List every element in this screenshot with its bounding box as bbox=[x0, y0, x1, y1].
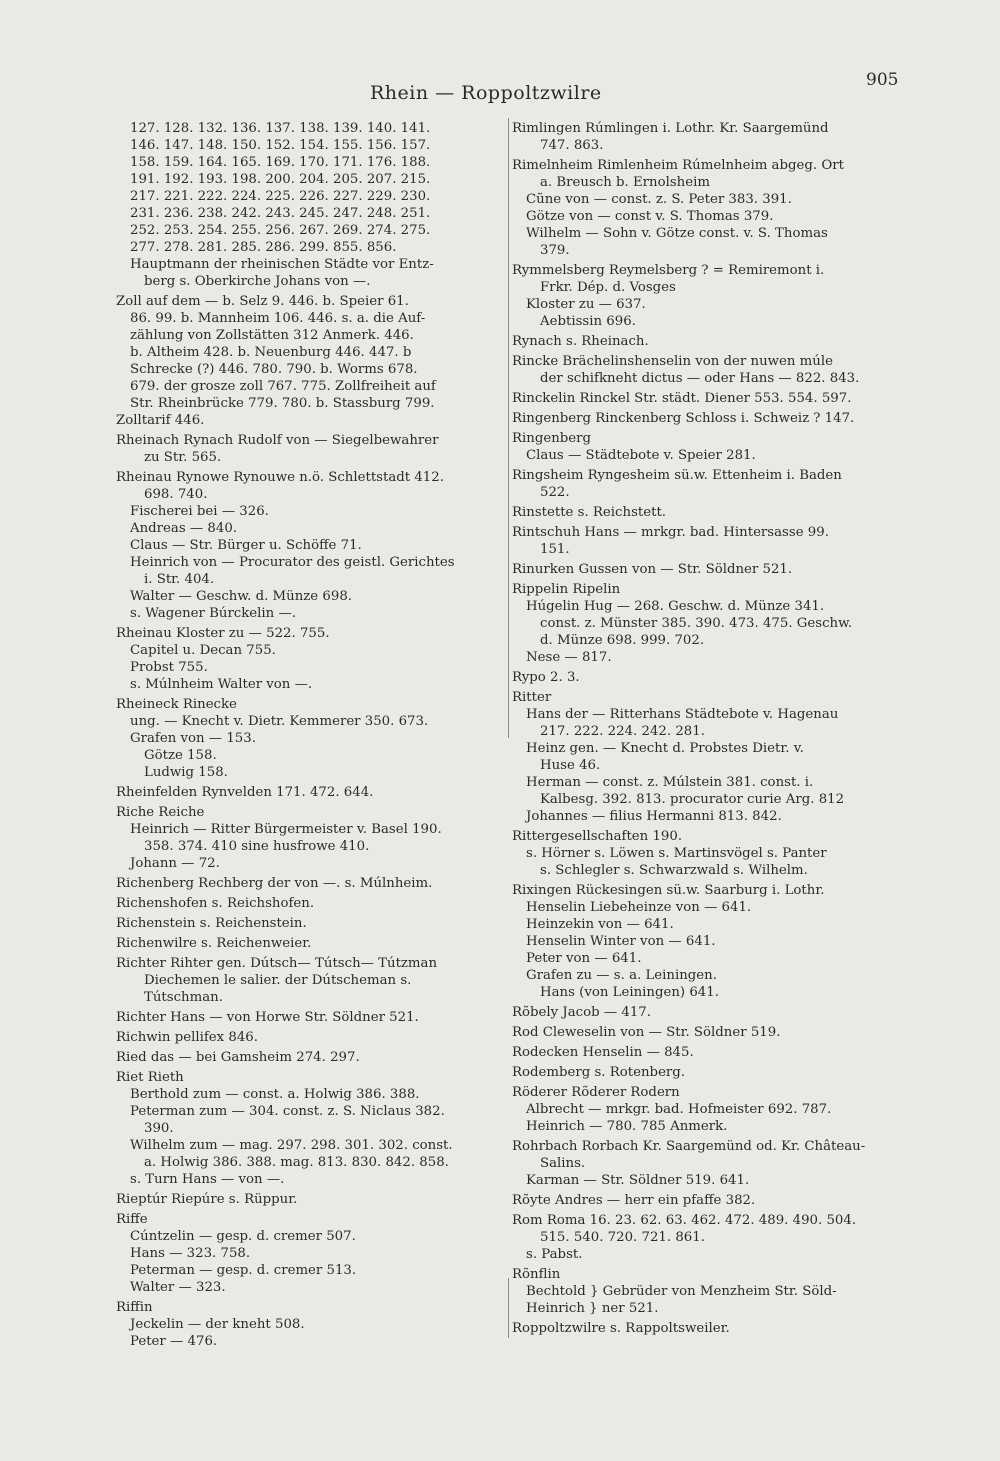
entry-line: Richter Hans — von Horwe Str. Söldner 521. bbox=[116, 1010, 419, 1025]
entry-line: Rincke Brächelinshenselin von der nuwen múle bbox=[512, 354, 833, 369]
index-entry bbox=[512, 333, 924, 350]
entry-line: Ringsheim Ryngesheim sü.w. Ettenheim i. Baden bbox=[512, 468, 842, 483]
entry-line: Rod Cleweselin von — Str. Söldner 519. bbox=[512, 1025, 781, 1040]
entry-line: 277. 278. 281. 285. 286. 299. 855. 856. bbox=[130, 240, 397, 255]
index-entry bbox=[116, 784, 501, 801]
entry-line: Ludwig 158. bbox=[144, 765, 228, 780]
entry-line: 358. 374. 410 sine husfrowe 410. bbox=[144, 839, 370, 854]
index-entry bbox=[512, 561, 924, 578]
entry-line: s. Wagener Búrckelin —. bbox=[130, 606, 296, 621]
entry-line: 252. 253. 254. 255. 256. 267. 269. 274. 275. bbox=[130, 223, 431, 238]
entry-line: Rheineck Rinecke bbox=[116, 697, 237, 712]
entry-line: Riffin bbox=[116, 1300, 153, 1315]
entry-line: Claus — Städtebote v. Speier 281. bbox=[526, 448, 756, 463]
index-entry bbox=[512, 1004, 924, 1021]
index-entry bbox=[512, 353, 924, 387]
entry-line: Richenshofen s. Reichshofen. bbox=[116, 896, 315, 911]
entry-line: Huse 46. bbox=[540, 758, 601, 773]
entry-line: berg s. Oberkirche Johans von —. bbox=[144, 274, 371, 289]
index-entry bbox=[512, 1084, 924, 1135]
entry-line: Götze 158. bbox=[144, 748, 217, 763]
entry-line: Rodemberg s. Rotenberg. bbox=[512, 1065, 686, 1080]
entry-line: Rintschuh Hans — mrkgr. bad. Hintersasse 99. bbox=[512, 525, 829, 540]
entry-line: Rymmelsberg Reymelsberg ? = Remiremont i. bbox=[512, 263, 825, 278]
entry-line: Tútschman. bbox=[144, 990, 223, 1005]
index-entry bbox=[512, 430, 924, 464]
entry-line: 698. 740. bbox=[144, 487, 208, 502]
entry-line: Zoll auf dem — b. Selz 9. 446. b. Speier 61. bbox=[116, 294, 409, 309]
entry-line: Jeckelin — der kneht 508. bbox=[130, 1317, 305, 1332]
entry-line: 379. bbox=[540, 243, 570, 258]
entry-line: 158. 159. 164. 165. 169. 170. 171. 176. 188. bbox=[130, 155, 431, 170]
entry-line: s. Pabst. bbox=[526, 1247, 583, 1262]
index-entry bbox=[116, 895, 501, 912]
entry-line: Zolltarif 446. bbox=[116, 413, 205, 428]
entry-line: Kloster zu — 637. bbox=[526, 297, 646, 312]
entry-line: Cúntzelin — gesp. d. cremer 507. bbox=[130, 1229, 356, 1244]
entry-line: Riffe bbox=[116, 1212, 148, 1227]
entry-line: 151. bbox=[540, 542, 570, 557]
entry-line: Rõbely Jacob — 417. bbox=[512, 1005, 651, 1020]
entry-line: Str. Rheinbrücke 779. 780. b. Stassburg 799. bbox=[130, 396, 435, 411]
entry-line: Rimelnheim Rimlenheim Rúmelnheim abgeg. Ort bbox=[512, 158, 844, 173]
entry-line: Heinz gen. — Knecht d. Probstes Dietr. v. bbox=[526, 741, 804, 756]
entry-line: 217. 221. 222. 224. 225. 226. 227. 229. 230. bbox=[130, 189, 431, 204]
entry-line: Peterman — gesp. d. cremer 513. bbox=[130, 1263, 357, 1278]
entry-line: 390. bbox=[144, 1121, 174, 1136]
entry-line: Hauptmann der rheinischen Städte vor Entz- bbox=[130, 257, 434, 272]
index-entry bbox=[512, 390, 924, 407]
entry-line: Hans — 323. 758. bbox=[130, 1246, 251, 1261]
entry-line: Rohrbach Rorbach Kr. Saargemünd od. Kr. Château- bbox=[512, 1139, 866, 1154]
entry-line: 86. 99. b. Mannheim 106. 446. s. a. die Auf- bbox=[130, 311, 426, 326]
index-entry bbox=[512, 120, 924, 154]
index-entry bbox=[116, 432, 501, 466]
index-entry bbox=[512, 1212, 924, 1263]
index-entry bbox=[512, 1138, 924, 1189]
entry-line: der schifkneht dictus — oder Hans — 822. 843. bbox=[540, 371, 860, 386]
entry-line: Aebtissin 696. bbox=[540, 314, 636, 329]
index-entry bbox=[116, 1211, 501, 1296]
entry-line: Heinrich — Ritter Bürgermeister v. Basel 190. bbox=[130, 822, 442, 837]
entry-line: Richenberg Rechberg der von —. s. Múlnheim. bbox=[116, 876, 433, 891]
entry-line: Rõnflin bbox=[512, 1267, 561, 1282]
entry-line: Heinrich — 780. 785 Anmerk. bbox=[526, 1119, 728, 1134]
entry-line: Rieptúr Riepúre s. Rüppur. bbox=[116, 1192, 298, 1207]
index-entry bbox=[512, 689, 924, 825]
entry-line: Herman — const. z. Múlstein 381. const. i. bbox=[526, 775, 814, 790]
entry-line: 231. 236. 238. 242. 243. 245. 247. 248. 251. bbox=[130, 206, 431, 221]
entry-line: Heinrich } ner 521. bbox=[526, 1301, 659, 1316]
entry-line: Peterman zum — 304. const. z. S. Niclaus 382. bbox=[130, 1104, 445, 1119]
index-entry bbox=[512, 882, 924, 1001]
entry-line: Henselin Liebeheinze von — 641. bbox=[526, 900, 752, 915]
index-entry bbox=[116, 1299, 501, 1350]
entry-line: 515. 540. 720. 721. 861. bbox=[540, 1230, 705, 1245]
index-entry bbox=[116, 955, 501, 1006]
entry-line: Rynach s. Rheinach. bbox=[512, 334, 649, 349]
entry-line: Rittergesellschaften 190. bbox=[512, 829, 683, 844]
entry-line: Riet Rieth bbox=[116, 1070, 184, 1085]
index-entry bbox=[512, 467, 924, 501]
column-divider bbox=[508, 118, 509, 738]
entry-line: Wilhelm zum — mag. 297. 298. 301. 302. const. bbox=[130, 1138, 453, 1153]
index-entry bbox=[116, 469, 501, 622]
right-column bbox=[512, 120, 924, 1340]
entry-line: Rheinfelden Rynvelden 171. 472. 644. bbox=[116, 785, 374, 800]
index-entry bbox=[116, 120, 501, 290]
entry-line: zählung von Zollstätten 312 Anmerk. 446. bbox=[130, 328, 414, 343]
entry-line: Ried das — bei Gamsheim 274. 297. bbox=[116, 1050, 360, 1065]
entry-line: Henselin Winter von — 641. bbox=[526, 934, 716, 949]
entry-line: Grafen zu — s. a. Leiningen. bbox=[526, 968, 717, 983]
entry-line: Albrecht — mrkgr. bad. Hofmeister 692. 787. bbox=[526, 1102, 832, 1117]
entry-line: 191. 192. 193. 198. 200. 204. 205. 207. 215. bbox=[130, 172, 431, 187]
entry-line: Karman — Str. Söldner 519. 641. bbox=[526, 1173, 750, 1188]
entry-line: Diechemen le salier. der Dútscheman s. bbox=[144, 973, 412, 988]
entry-line: Rypo 2. 3. bbox=[512, 670, 580, 685]
entry-line: Heinrich von — Procurator des geistl. Gerichtes bbox=[130, 555, 455, 570]
index-entry bbox=[512, 1044, 924, 1061]
index-entry bbox=[512, 504, 924, 521]
entry-line: a. Breusch b. Ernolsheim bbox=[540, 175, 710, 190]
page-number: 905 bbox=[866, 70, 899, 90]
entry-line: Richenstein s. Reichenstein. bbox=[116, 916, 307, 931]
index-entry bbox=[512, 1192, 924, 1209]
index-entry bbox=[512, 1266, 924, 1317]
entry-line: Rinurken Gussen von — Str. Söldner 521. bbox=[512, 562, 793, 577]
entry-line: Rõyte Andres — herr ein pfaffe 382. bbox=[512, 1193, 756, 1208]
entry-line: Probst 755. bbox=[130, 660, 208, 675]
index-entry bbox=[116, 625, 501, 693]
entry-line: Bechtold } Gebrüder von Menzheim Str. Söld- bbox=[526, 1284, 837, 1299]
entry-line: b. Altheim 428. b. Neuenburg 446. 447. b bbox=[130, 345, 412, 360]
index-entry bbox=[116, 696, 501, 781]
index-entry bbox=[116, 1049, 501, 1066]
entry-line: a. Holwig 386. 388. mag. 813. 830. 842. 858. bbox=[144, 1155, 449, 1170]
entry-line: Cũne von — const. z. S. Peter 383. 391. bbox=[526, 192, 792, 207]
index-entry bbox=[512, 828, 924, 879]
entry-line: Walter — Geschw. d. Münze 698. bbox=[130, 589, 353, 604]
entry-line: Ringenberg bbox=[512, 431, 592, 446]
entry-line: Ringenberg Rinckenberg Schloss i. Schweiz ? 147. bbox=[512, 411, 855, 426]
entry-line: Richwin pellifex 846. bbox=[116, 1030, 258, 1045]
entry-line: Röderer Rõderer Rodern bbox=[512, 1085, 680, 1100]
entry-line: Rinckelin Rinckel Str. städt. Diener 553. 554. 597. bbox=[512, 391, 852, 406]
entry-line: 679. der grosze zoll 767. 775. Zollfreiheit auf bbox=[130, 379, 436, 394]
entry-line: Grafen von — 153. bbox=[130, 731, 256, 746]
entry-line: Rimlingen Rúmlingen i. Lothr. Kr. Saargemünd bbox=[512, 121, 829, 136]
entry-line: Johann — 72. bbox=[130, 856, 220, 871]
entry-line: Rheinach Rynach Rudolf von — Siegelbewahrer bbox=[116, 433, 439, 448]
entry-line: Wilhelm — Sohn v. Götze const. v. S. Thomas bbox=[526, 226, 828, 241]
entry-line: 127. 128. 132. 136. 137. 138. 139. 140. 141. bbox=[130, 121, 431, 136]
left-column bbox=[116, 120, 501, 1353]
entry-line: Johannes — filius Hermanni 813. 842. bbox=[526, 809, 782, 824]
entry-line: 146. 147. 148. 150. 152. 154. 155. 156. 157. bbox=[130, 138, 431, 153]
index-entry bbox=[512, 1024, 924, 1041]
page-title: Rhein — Roppoltzwilre bbox=[370, 82, 602, 104]
entry-line: Húgelin Hug — 268. Geschw. d. Münze 341. bbox=[526, 599, 825, 614]
entry-line: ung. — Knecht v. Dietr. Kemmerer 350. 673. bbox=[130, 714, 429, 729]
entry-line: d. Münze 698. 999. 702. bbox=[540, 633, 705, 648]
index-entry bbox=[116, 1009, 501, 1026]
entry-line: Kalbesg. 392. 813. procurator curie Arg. 812 bbox=[540, 792, 845, 807]
entry-line: s. Turn Hans — von —. bbox=[130, 1172, 285, 1187]
index-entry bbox=[512, 581, 924, 666]
index-entry bbox=[512, 410, 924, 427]
entry-line: Rodecken Henselin — 845. bbox=[512, 1045, 694, 1060]
entry-line: Capitel u. Decan 755. bbox=[130, 643, 276, 658]
index-entry bbox=[512, 669, 924, 686]
entry-line: s. Múlnheim Walter von —. bbox=[130, 677, 313, 692]
entry-line: Peter — 476. bbox=[130, 1334, 218, 1349]
entry-line: Richter Rihter gen. Dútsch— Tútsch— Tútzman bbox=[116, 956, 438, 971]
index-entry bbox=[512, 524, 924, 558]
index-entry bbox=[116, 1191, 501, 1208]
index-entry bbox=[512, 1320, 924, 1337]
entry-line: Andreas — 840. bbox=[130, 521, 238, 536]
entry-line: Roppoltzwilre s. Rappoltsweiler. bbox=[512, 1321, 730, 1336]
entry-line: Rinstette s. Reichstett. bbox=[512, 505, 667, 520]
index-entry bbox=[116, 804, 501, 872]
entry-line: Heinzekin von — 641. bbox=[526, 917, 674, 932]
entry-line: const. z. Münster 385. 390. 473. 475. Geschw. bbox=[540, 616, 853, 631]
entry-line: Richenwilre s. Reichenweier. bbox=[116, 936, 312, 951]
entry-line: Nese — 817. bbox=[526, 650, 612, 665]
entry-line: Walter — 323. bbox=[130, 1280, 226, 1295]
index-entry bbox=[116, 935, 501, 952]
entry-line: 747. 863. bbox=[540, 138, 604, 153]
entry-line: Hans (von Leiningen) 641. bbox=[540, 985, 719, 1000]
index-entry bbox=[116, 875, 501, 892]
entry-line: Salins. bbox=[540, 1156, 586, 1171]
entry-line: i. Str. 404. bbox=[144, 572, 215, 587]
index-entry bbox=[116, 1029, 501, 1046]
entry-line: zu Str. 565. bbox=[144, 450, 222, 465]
column-divider-lower bbox=[508, 1278, 509, 1338]
entry-line: 217. 222. 224. 242. 281. bbox=[540, 724, 705, 739]
index-entry bbox=[116, 915, 501, 932]
entry-line: Peter von — 641. bbox=[526, 951, 642, 966]
entry-line: Riche Reiche bbox=[116, 805, 205, 820]
entry-line: s. Hörner s. Löwen s. Martinsvögel s. Panter bbox=[526, 846, 827, 861]
index-entry bbox=[512, 157, 924, 259]
entry-line: Rheinau Rynowe Rynouwe n.ö. Schlettstadt 412. bbox=[116, 470, 444, 485]
entry-line: Schrecke (?) 446. 780. 790. b. Worms 678. bbox=[130, 362, 418, 377]
index-entry bbox=[116, 1069, 501, 1188]
entry-line: Rixingen Rückesingen sü.w. Saarburg i. Lothr. bbox=[512, 883, 825, 898]
entry-line: s. Schlegler s. Schwarzwald s. Wilhelm. bbox=[540, 863, 808, 878]
entry-line: Rheinau Kloster zu — 522. 755. bbox=[116, 626, 330, 641]
entry-line: Rippelin Ripelin bbox=[512, 582, 621, 597]
entry-line: Götze von — const v. S. Thomas 379. bbox=[526, 209, 774, 224]
entry-line: Fischerei bei — 326. bbox=[130, 504, 269, 519]
entry-line: Claus — Str. Bürger u. Schöffe 71. bbox=[130, 538, 362, 553]
index-entry bbox=[512, 262, 924, 330]
entry-line: 522. bbox=[540, 485, 570, 500]
entry-line: Rom Roma 16. 23. 62. 63. 462. 472. 489. 490. 504. bbox=[512, 1213, 857, 1228]
index-entry bbox=[512, 1064, 924, 1081]
entry-line: Hans der — Ritterhans Städtebote v. Hagenau bbox=[526, 707, 839, 722]
entry-line: Ritter bbox=[512, 690, 552, 705]
index-entry bbox=[116, 293, 501, 429]
entry-line: Berthold zum — const. a. Holwig 386. 388. bbox=[130, 1087, 420, 1102]
entry-line: Frkr. Dép. d. Vosges bbox=[540, 280, 676, 295]
